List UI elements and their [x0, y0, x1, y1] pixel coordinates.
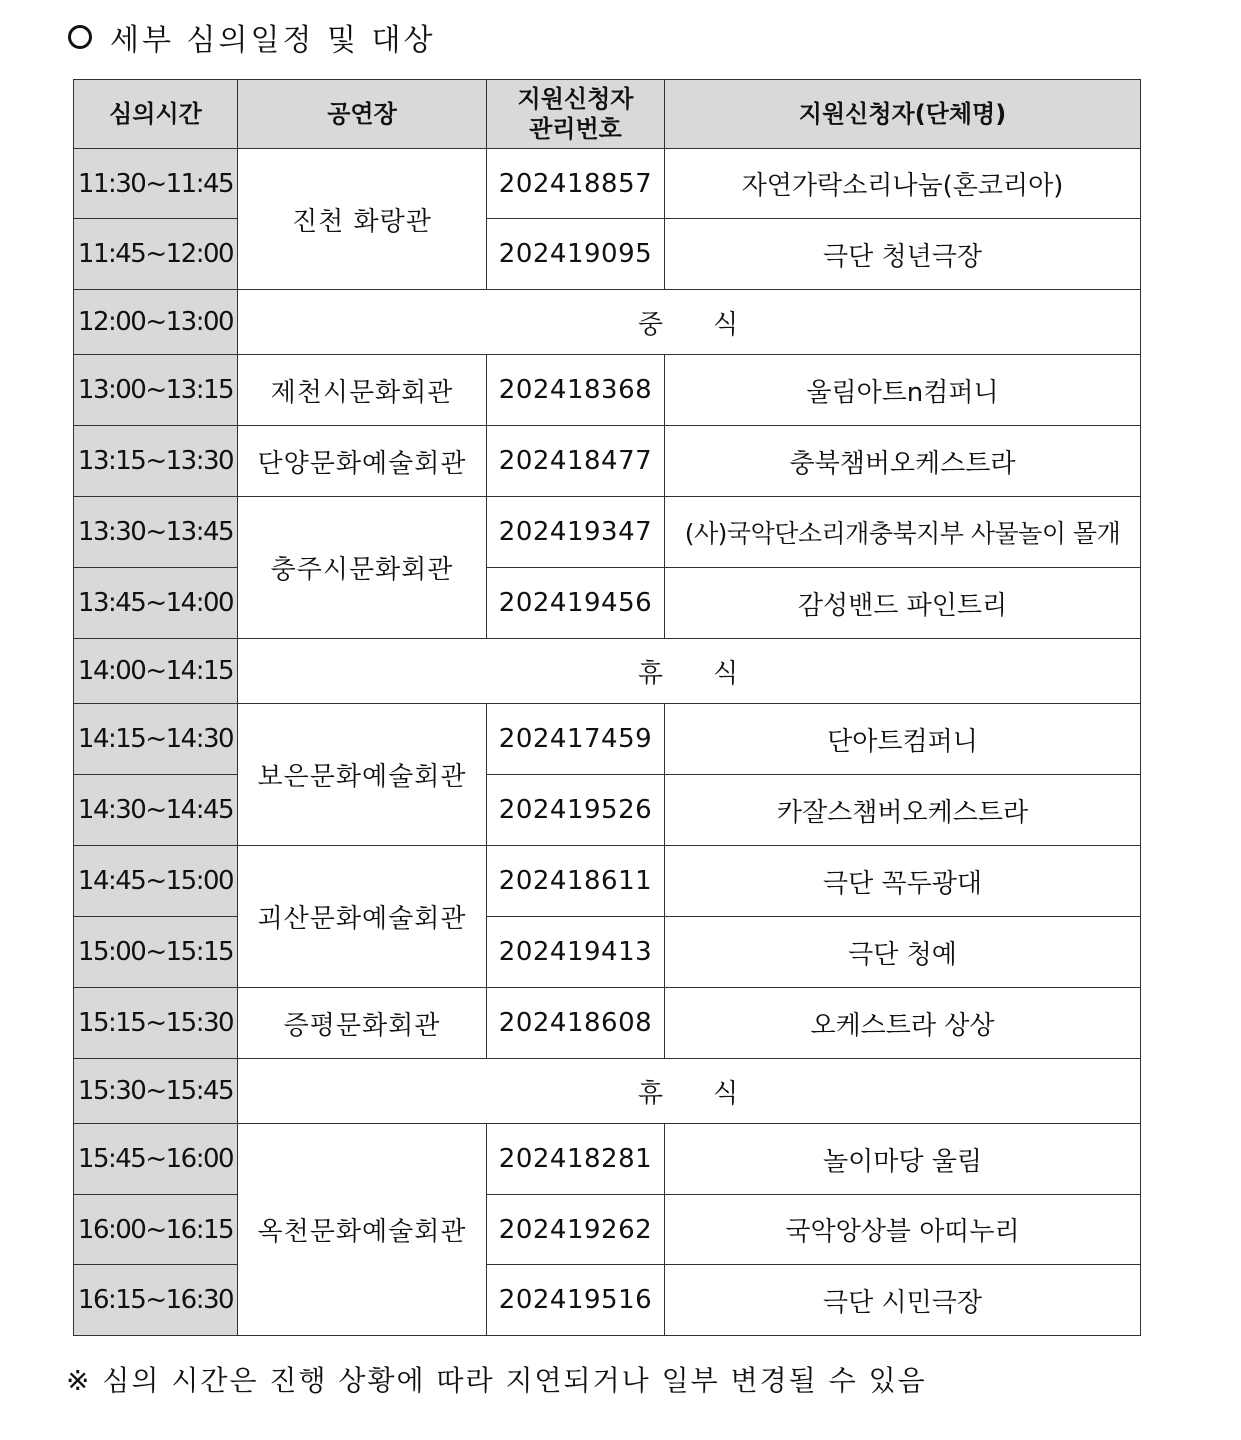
break-row — [74, 290, 1141, 355]
organization-cell: 극단 시민극장 — [665, 1265, 1141, 1336]
venue-cell: 옥천문화예술회관 — [238, 1124, 487, 1336]
time-cell: 13:45~14:00 — [74, 568, 238, 639]
break-row — [74, 639, 1141, 704]
table-row — [74, 1195, 1141, 1265]
organization-cell: 충북챔버오케스트라 — [665, 426, 1141, 497]
venue-cell: 충주시문화회관 — [238, 497, 487, 639]
number-cell: 202419516 — [487, 1265, 665, 1336]
number-cell: 202418281 — [487, 1124, 665, 1195]
hollow-circle-icon — [68, 25, 92, 49]
number-cell: 202419413 — [487, 917, 665, 988]
table-header-row — [74, 80, 1141, 149]
time-cell: 12:00~13:00 — [74, 290, 238, 355]
organization-cell: 놀이마당 울림 — [665, 1124, 1141, 1195]
table-row — [74, 149, 1141, 219]
header-number-line2: 관리번호 — [529, 115, 622, 143]
lunch-break-cell — [238, 290, 1141, 355]
footnote: ※ 심의 시간은 진행 상황에 따라 지연되거나 일부 변경될 수 있음 — [66, 1364, 927, 1397]
header-venue: 공연장 — [238, 80, 487, 149]
number-cell: 202418611 — [487, 846, 665, 917]
table-row — [74, 355, 1141, 426]
break-label-b: 식 — [713, 309, 741, 340]
venue-cell: 제천시문화회관 — [238, 355, 487, 426]
review-schedule-table — [73, 79, 1141, 1336]
time-cell: 13:30~13:45 — [74, 497, 238, 568]
number-cell: 202419095 — [487, 219, 665, 290]
header-time: 심의시간 — [74, 80, 238, 149]
time-cell: 14:30~14:45 — [74, 775, 238, 846]
organization-cell: (사)국악단소리개충북지부 사물놀이 몰개 — [665, 497, 1141, 568]
time-cell: 15:00~15:15 — [74, 917, 238, 988]
table-row — [74, 988, 1141, 1059]
number-cell: 202418857 — [487, 149, 665, 219]
organization-cell: 카잘스챔버오케스트라 — [665, 775, 1141, 846]
table-row — [74, 775, 1141, 846]
venue-cell: 진천 화랑관 — [238, 149, 487, 290]
table-row — [74, 426, 1141, 497]
break-row — [74, 1059, 1141, 1124]
time-cell: 16:00~16:15 — [74, 1195, 238, 1265]
organization-cell: 극단 청년극장 — [665, 219, 1141, 290]
time-cell: 15:30~15:45 — [74, 1059, 238, 1124]
number-cell: 202418368 — [487, 355, 665, 426]
break-label-b: 식 — [713, 658, 741, 689]
time-cell: 14:15~14:30 — [74, 704, 238, 775]
time-cell: 15:45~16:00 — [74, 1124, 238, 1195]
organization-cell: 자연가락소리나눔(혼코리아) — [665, 149, 1141, 219]
number-cell: 202417459 — [487, 704, 665, 775]
organization-cell: 국악앙상블 아띠누리 — [665, 1195, 1141, 1265]
time-cell: 14:00~14:15 — [74, 639, 238, 704]
section-heading-text: 세부 심의일정 및 대상 — [110, 23, 436, 58]
number-cell: 202418608 — [487, 988, 665, 1059]
section-heading — [68, 14, 435, 60]
table-row — [74, 704, 1141, 775]
header-number-line1: 지원신청자 — [517, 85, 634, 113]
organization-cell: 울림아트n컴퍼니 — [665, 355, 1141, 426]
time-cell: 11:30~11:45 — [74, 149, 238, 219]
organization-cell: 극단 청예 — [665, 917, 1141, 988]
organization-cell: 단아트컴퍼니 — [665, 704, 1141, 775]
header-organization: 지원신청자(단체명) — [665, 80, 1141, 149]
break-label-b: 식 — [713, 1078, 741, 1109]
table-row — [74, 497, 1141, 568]
venue-cell: 괴산문화예술회관 — [238, 846, 487, 988]
time-cell: 13:00~13:15 — [74, 355, 238, 426]
number-cell: 202419526 — [487, 775, 665, 846]
table-row — [74, 568, 1141, 639]
time-cell: 15:15~15:30 — [74, 988, 238, 1059]
number-cell: 202419262 — [487, 1195, 665, 1265]
number-cell: 202418477 — [487, 426, 665, 497]
rest-break-cell — [238, 639, 1141, 704]
break-label-a: 휴 — [637, 658, 665, 689]
table-row — [74, 1265, 1141, 1336]
time-cell: 11:45~12:00 — [74, 219, 238, 290]
organization-cell: 감성밴드 파인트리 — [665, 568, 1141, 639]
number-cell: 202419347 — [487, 497, 665, 568]
time-cell: 13:15~13:30 — [74, 426, 238, 497]
header-number — [487, 80, 665, 149]
rest-break-cell — [238, 1059, 1141, 1124]
table-row — [74, 846, 1141, 917]
number-cell: 202419456 — [487, 568, 665, 639]
venue-cell: 단양문화예술회관 — [238, 426, 487, 497]
table-row — [74, 219, 1141, 290]
organization-cell: 오케스트라 상상 — [665, 988, 1141, 1059]
venue-cell: 보은문화예술회관 — [238, 704, 487, 846]
break-label-a: 중 — [637, 309, 665, 340]
time-cell: 14:45~15:00 — [74, 846, 238, 917]
table-row — [74, 917, 1141, 988]
table-row — [74, 1124, 1141, 1195]
organization-cell: 극단 꼭두광대 — [665, 846, 1141, 917]
break-label-a: 휴 — [637, 1078, 665, 1109]
venue-cell: 증평문화회관 — [238, 988, 487, 1059]
time-cell: 16:15~16:30 — [74, 1265, 238, 1336]
